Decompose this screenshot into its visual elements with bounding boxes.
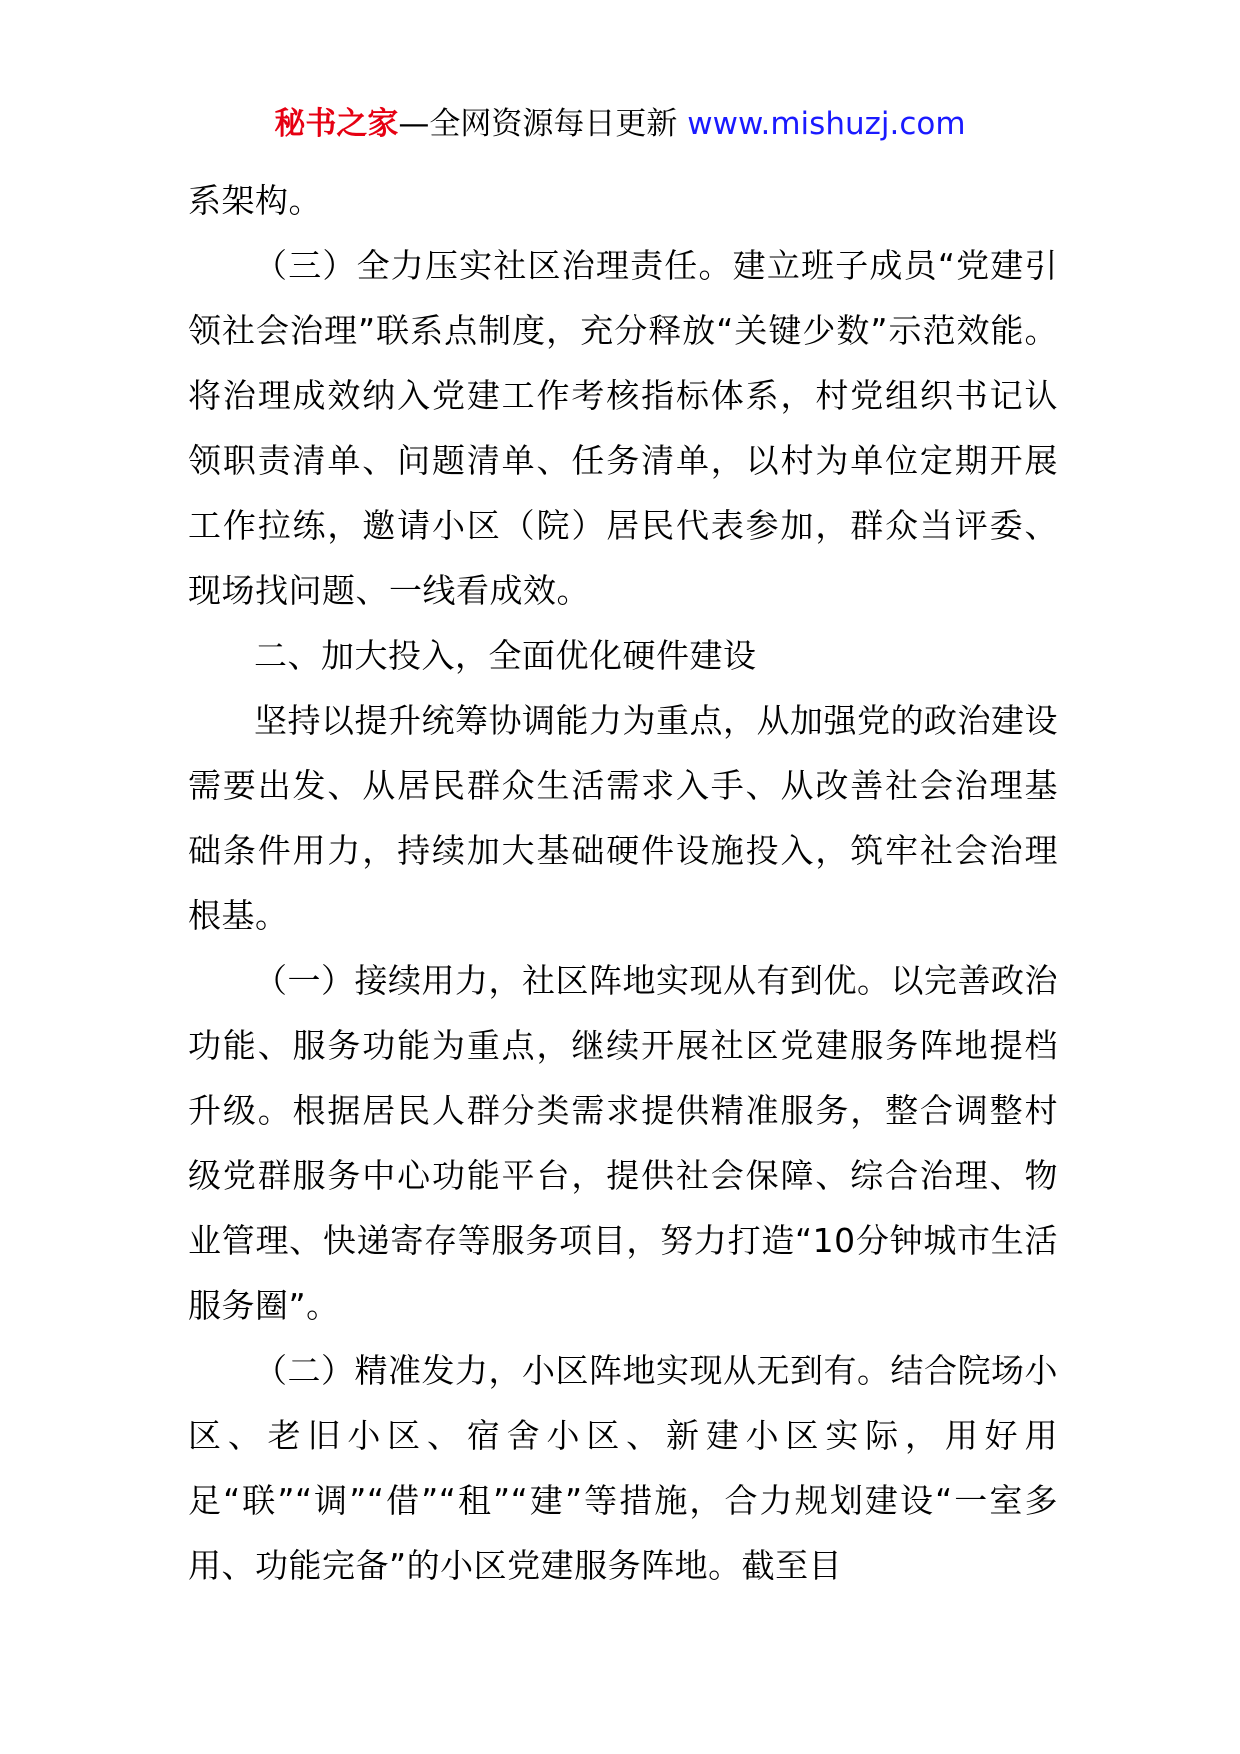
page-header bbox=[0, 102, 1240, 146]
document-body bbox=[188, 168, 1058, 1598]
paragraph-continuation: 系架构。 bbox=[188, 181, 322, 220]
brand-name: 秘书之家 bbox=[274, 106, 399, 142]
paragraph-item-one: （一）接续用力，社区阵地实现从有到优。以完善政治功能、服务功能为重点，继续开展社区党建服务阵地提档升级。根据居民人群分类需求提供精准服务，整合调整村级党群服务中心功能平台，提供社会保障、综合治理、物业管理、快递寄存等服务项目，努力打造“10分钟城市生活服务圈”。 bbox=[188, 961, 1058, 1325]
section-heading-two: 二、加大投入，全面优化硬件建设 bbox=[254, 636, 757, 675]
paragraph-intro: 坚持以提升统筹协调能力为重点，从加强党的政治建设需要出发、从居民群众生活需求入手、从改善社会治理基础条件用力，持续加大基础硬件设施投入，筑牢社会治理根基。 bbox=[188, 701, 1058, 935]
header-tagline: —全网资源每日更新 bbox=[398, 106, 678, 142]
site-url-link[interactable]: www.mishuzj.com bbox=[687, 106, 966, 142]
paragraph-item-two: （二）精准发力，小区阵地实现从无到有。结合院场小区、老旧小区、宿舍小区、新建小区实际，用好用足“联”“调”“借”“租”“建”等措施，合力规划建设“一室多用、功能完备”的小区党建服务阵地。截至目 bbox=[188, 1351, 1058, 1585]
paragraph-section-three: （三）全力压实社区治理责任。建立班子成员“党建引领社会治理”联系点制度，充分释放“关键少数”示范效能。将治理成效纳入党建工作考核指标体系，村党组织书记认领职责清单、问题清单、任务清单，以村为单位定期开展工作拉练，邀请小区（院）居民代表参加，群众当评委、现场找问题、一线看成效。 bbox=[188, 246, 1058, 610]
